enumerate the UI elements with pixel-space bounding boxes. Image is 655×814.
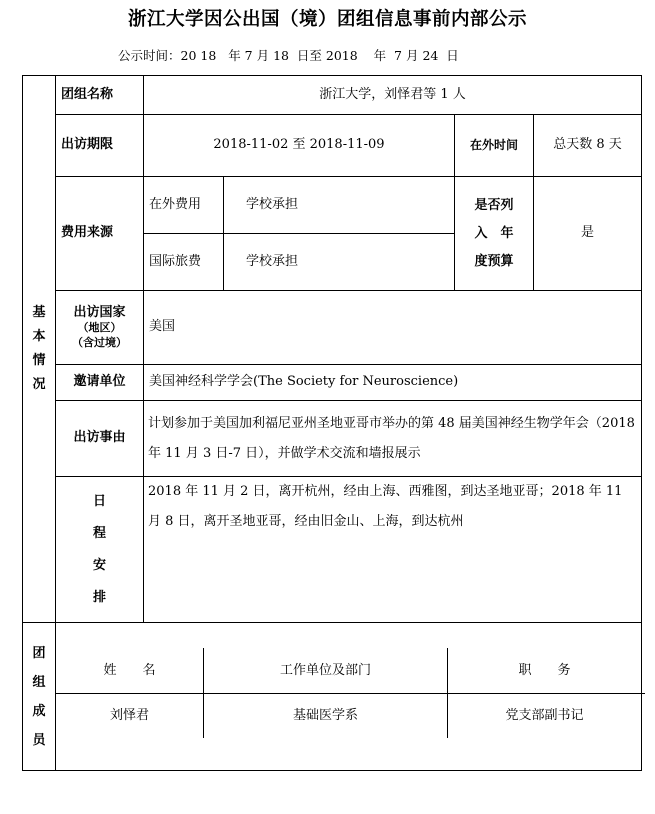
visit-reason-value: 计划参加于美国加利福尼亚州圣地亚哥市举办的第 48 届美国神经生物学年会（2018 年 11 月 3 日-7 日），并做学术交流和墙报展示	[144, 401, 642, 477]
abroad-time-value: 总天数 8 天	[534, 115, 642, 177]
members-header-row	[56, 648, 641, 693]
schedule-value: 2018 年 11 月 2 日，离开杭州，经由上海、西雅图，到达圣地亚哥；2018 年 11 月 8 日，离开圣地亚哥，经由旧金山、上海，到达杭州	[144, 477, 642, 623]
page-title: 浙江大学因公出国（境）团组信息事前内部公示	[127, 9, 527, 30]
member-unit: 基础医学系	[204, 693, 448, 738]
annual-budget-label: 是否列 入 年 度预算	[455, 177, 534, 291]
members-header-divider	[56, 693, 645, 694]
destination-country-value: 美国	[144, 291, 642, 365]
member-title-header: 职 务	[518, 663, 571, 678]
member-name-header: 姓 名	[56, 648, 204, 693]
annual-budget-value: 是	[534, 177, 642, 291]
member-title: 党支部副书记	[505, 708, 584, 723]
group-name-label: 团组名称	[56, 76, 144, 115]
members-table	[56, 623, 642, 771]
table-row	[56, 693, 641, 738]
group-name-value: 浙江大学，刘怿君等 1 人	[144, 76, 642, 115]
basic-info-section-label: 基 本 情 况	[23, 76, 56, 623]
travel-cost-label: 国际旅费	[144, 234, 224, 291]
destination-country-label: 出访国家 （地区） （含过境）	[56, 291, 144, 365]
member-name: 刘怿君	[56, 693, 204, 738]
abroad-time-label: 在外时间	[455, 115, 534, 177]
visit-reason-label: 出访事由	[56, 401, 144, 477]
funding-source-label: 费用来源	[56, 177, 144, 291]
abroad-cost-label: 在外费用	[144, 177, 224, 234]
schedule-section-label: 日 程 安 排	[56, 477, 144, 623]
member-unit-header: 工作单位及部门	[204, 648, 448, 693]
travel-cost-value: 学校承担	[224, 234, 455, 291]
inviter-value: 美国神经科学学会(The Society for Neuroscience)	[144, 365, 642, 401]
publicity-period: 公示时间：20 18 年 7 月 18 日至 2018 年 7 月 24 日	[118, 48, 459, 63]
inviter-label: 邀请单位	[56, 365, 144, 401]
period-value: 2018-11-02 至 2018-11-09	[144, 115, 455, 177]
info-table	[22, 75, 642, 771]
period-label: 出访期限	[56, 115, 144, 177]
members-section-label: 团 组 成 员	[23, 623, 56, 771]
abroad-cost-value: 学校承担	[224, 177, 455, 234]
